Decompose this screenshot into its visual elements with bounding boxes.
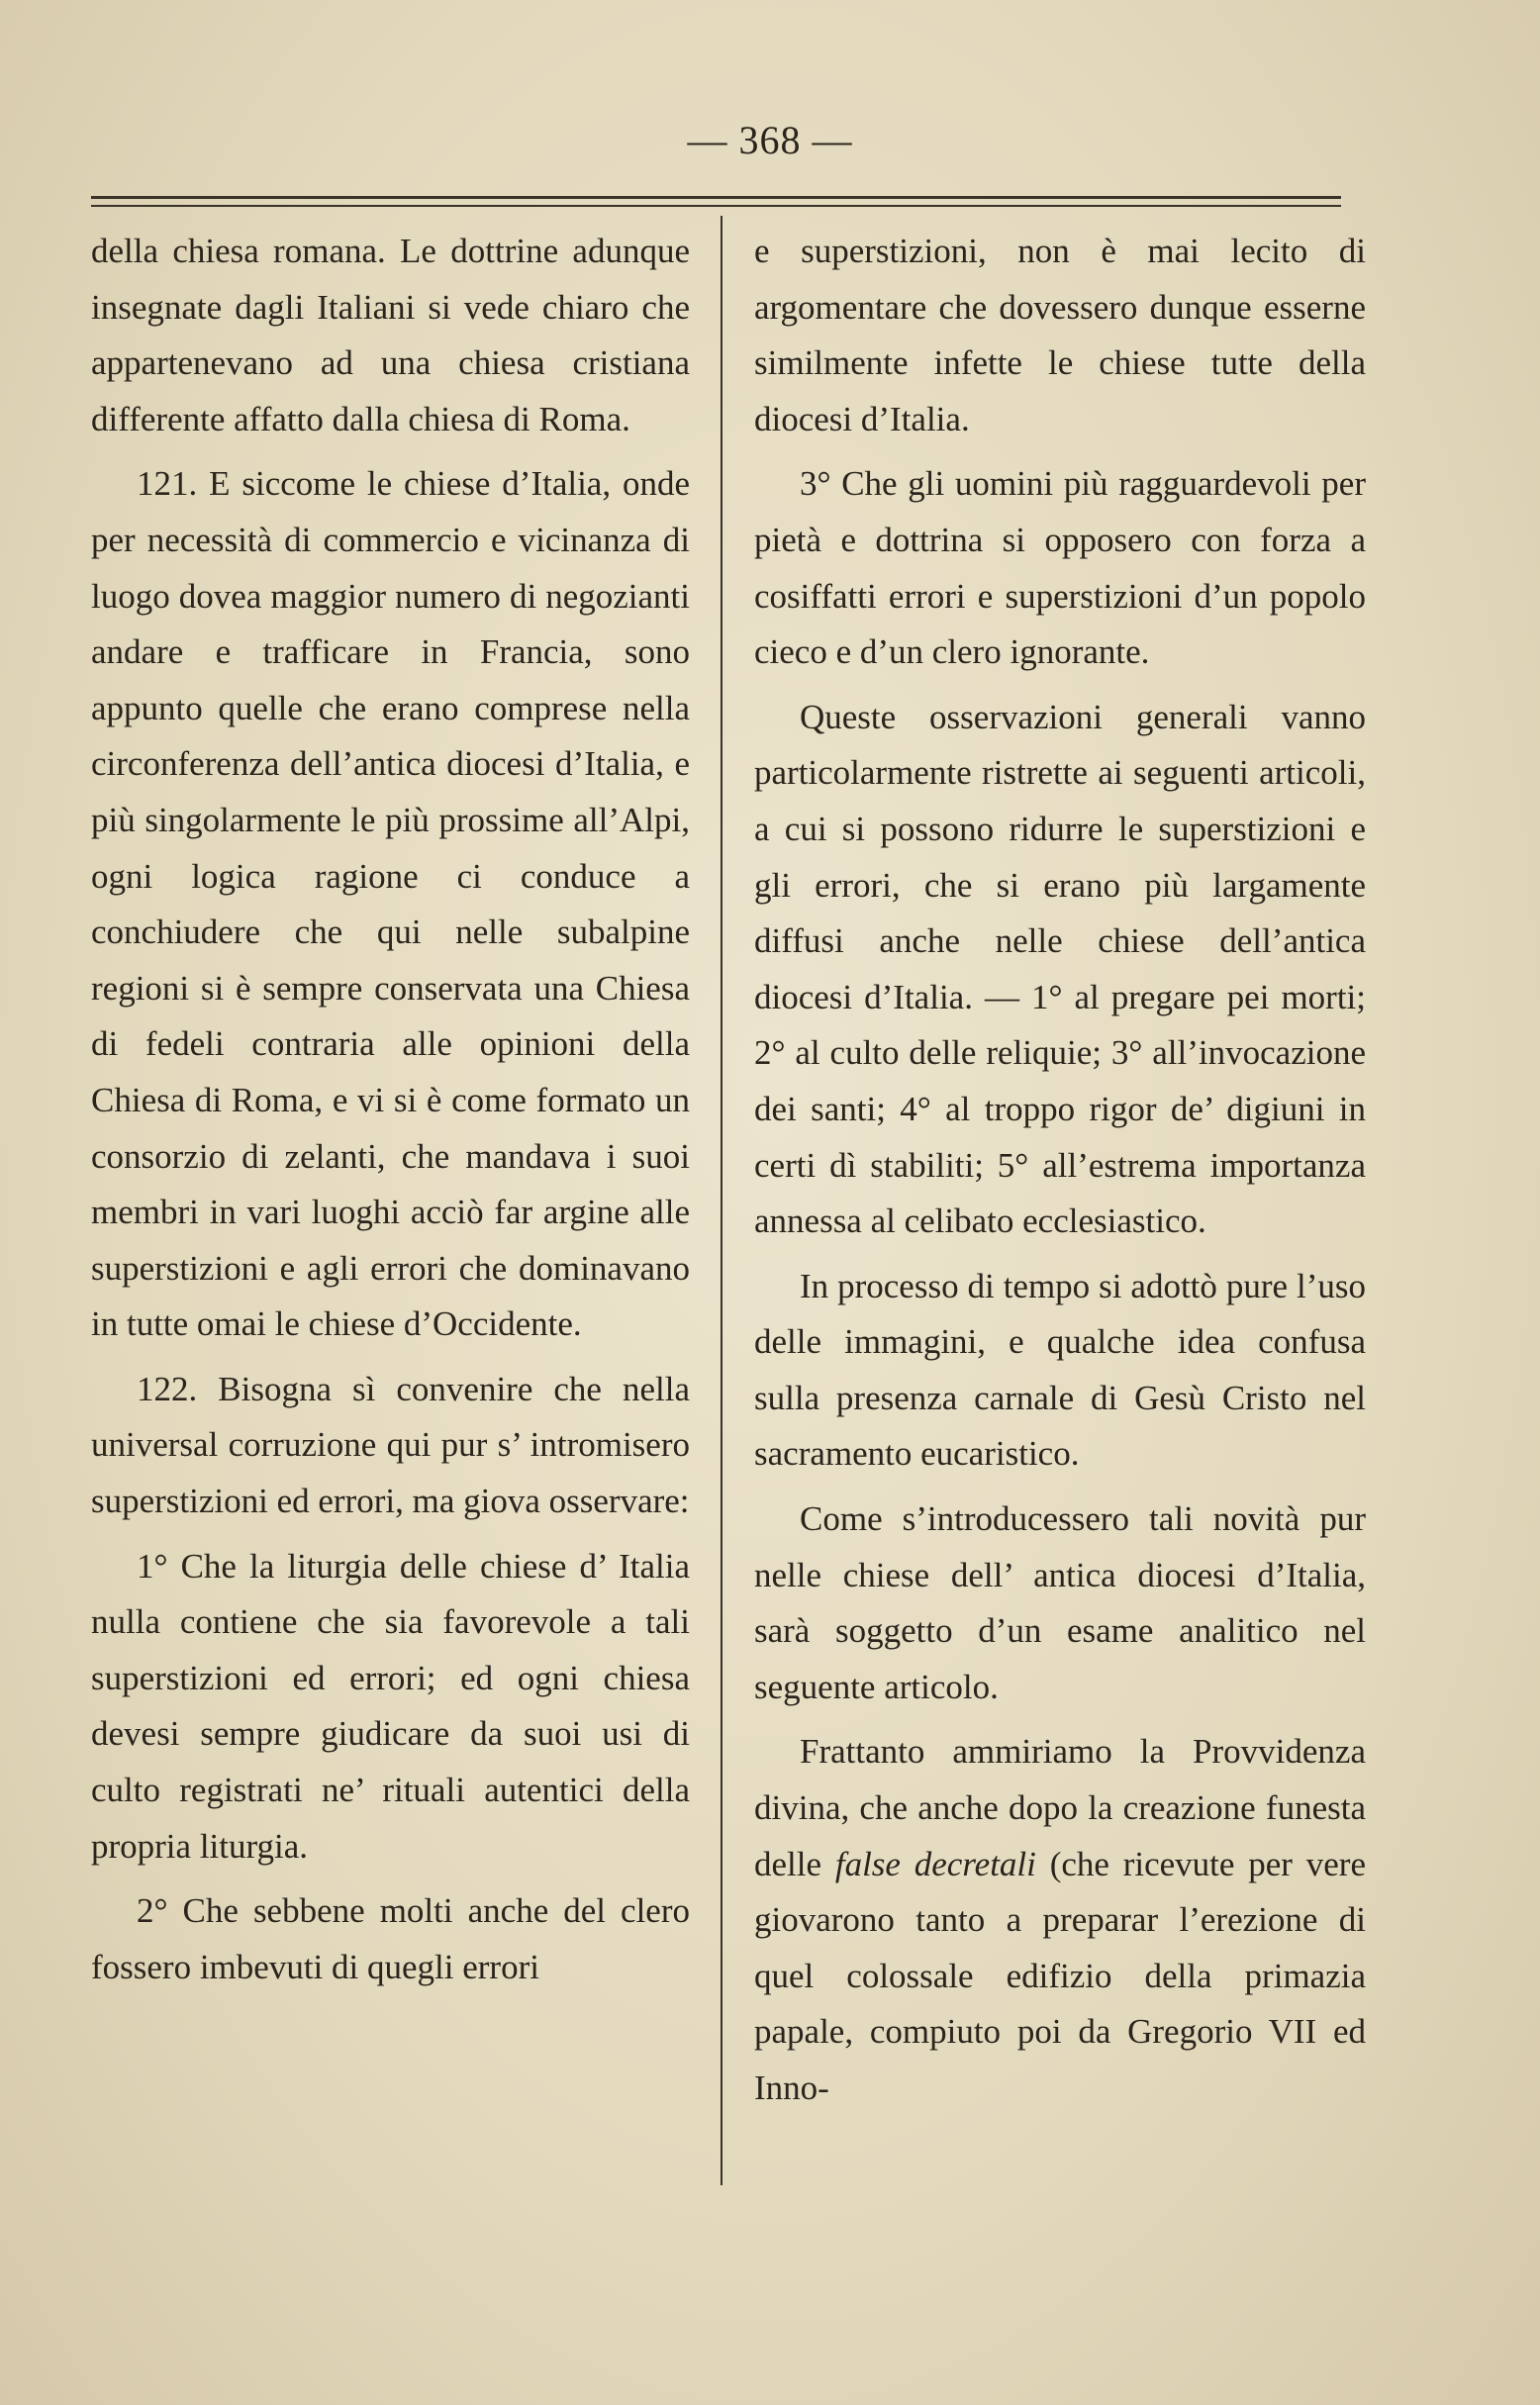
paragraph: della chiesa romana. Le dottrine adunque insegnate dagli Italiani si vede chiaro che appartenevano ad una chiesa cristiana differente affatto dalla chiesa di Roma. <box>91 232 690 438</box>
paragraph: Come s’introducessero tali novità pur nelle chiese dell’ antica diocesi d’Italia, sarà soggetto d’un esame analitico nel seguente articolo. <box>754 1499 1366 1706</box>
paragraph-point-1: 1° Che la liturgia delle chiese d’ Italia nulla contiene che sia favorevole a tali superstizioni ed errori; ed ogni chiesa devesi sempre giudicare da suoi usi di culto registrati ne’ rituali autentici della propria liturgia. <box>91 1546 690 1866</box>
header-rule <box>91 196 1341 199</box>
paragraph-121: 121. E siccome le chiese d’Italia, onde per necessità di commercio e vicinanza di luogo dovea maggior numero di negozianti andare e trafficare in Francia, sono appunto quelle che erano comprese nella circonferenza dell’antica diocesi d’Italia, e più singolarmente le più prossime all’Alpi, ogni logica ragione ci conduce a conchiudere che qui nelle subalpine regioni si è sempre conservata una Chiesa di fedeli contraria alle opinioni della Chiesa di Roma, e vi si è come formato un consorzio di zelanti, che mandava i suoi membri in vari luoghi acciò far argine alle superstizioni e agli errori che dominavano in tutte omai le chiese d’Occidente. <box>91 464 690 1344</box>
paragraph-point-2: 2° Che sebbene molti anche del clero fossero imbevuti di quegli errori <box>91 1891 690 1986</box>
right-column <box>754 224 1366 2126</box>
paragraph-122: 122. Bisogna sì convenire che nella universal corruzione qui pur s’ intromisero superstizioni ed errori, ma giova osservare: <box>91 1369 690 1521</box>
paragraph: In processo di tempo si adottò pure l’uso delle immagini, e qualche idea confusa sulla presenza carnale di Gesù Cristo nel sacramento eucaristico. <box>754 1266 1366 1474</box>
paragraph-last <box>754 1724 1366 2116</box>
paragraph: e superstizioni, non è mai lecito di argomentare che dovessero dunque esserne similmente infette le chiese tutte della diocesi d’Italia. <box>754 232 1366 438</box>
header-rule-thin <box>91 205 1341 207</box>
paragraph-point-3: 3° Che gli uomini più ragguardevoli per pietà e dottrina si opposero con forza a cosiffatti errori e superstizioni d’un popolo cieco e d’un clero ignorante. <box>754 464 1366 672</box>
paragraph: Queste osservazioni generali vanno particolarmente ristrette ai seguenti articoli, a cui si possono ridurre le superstizioni e gli errori, che si erano più largamente diffusi anche nelle chiese dell’antica diocesi d’Italia. — 1° al pregare pei morti; 2° al culto delle reliquie; 3° all’invocazione dei santi; 4° al troppo rigor de’ digiuni in certi dì stabiliti; 5° all’estrema importanza annessa al celibato ecclesiastico. <box>754 697 1366 1241</box>
left-column <box>91 224 690 2004</box>
italic-title: false decretali <box>834 1844 1036 1883</box>
column-divider <box>721 216 722 2185</box>
text-run: Frattanto ammiriamo la Provvidenza divina, che anche dopo la creazione funesta delle <box>754 1732 1366 1883</box>
text-run: (che ricevute per vere giovarono tanto a preparar l’erezione di quel colossale edifizio della primazia papale, compiuto poi da Gregorio VII ed Inno- <box>754 1844 1366 2107</box>
page-number: — 368 — <box>687 118 853 162</box>
